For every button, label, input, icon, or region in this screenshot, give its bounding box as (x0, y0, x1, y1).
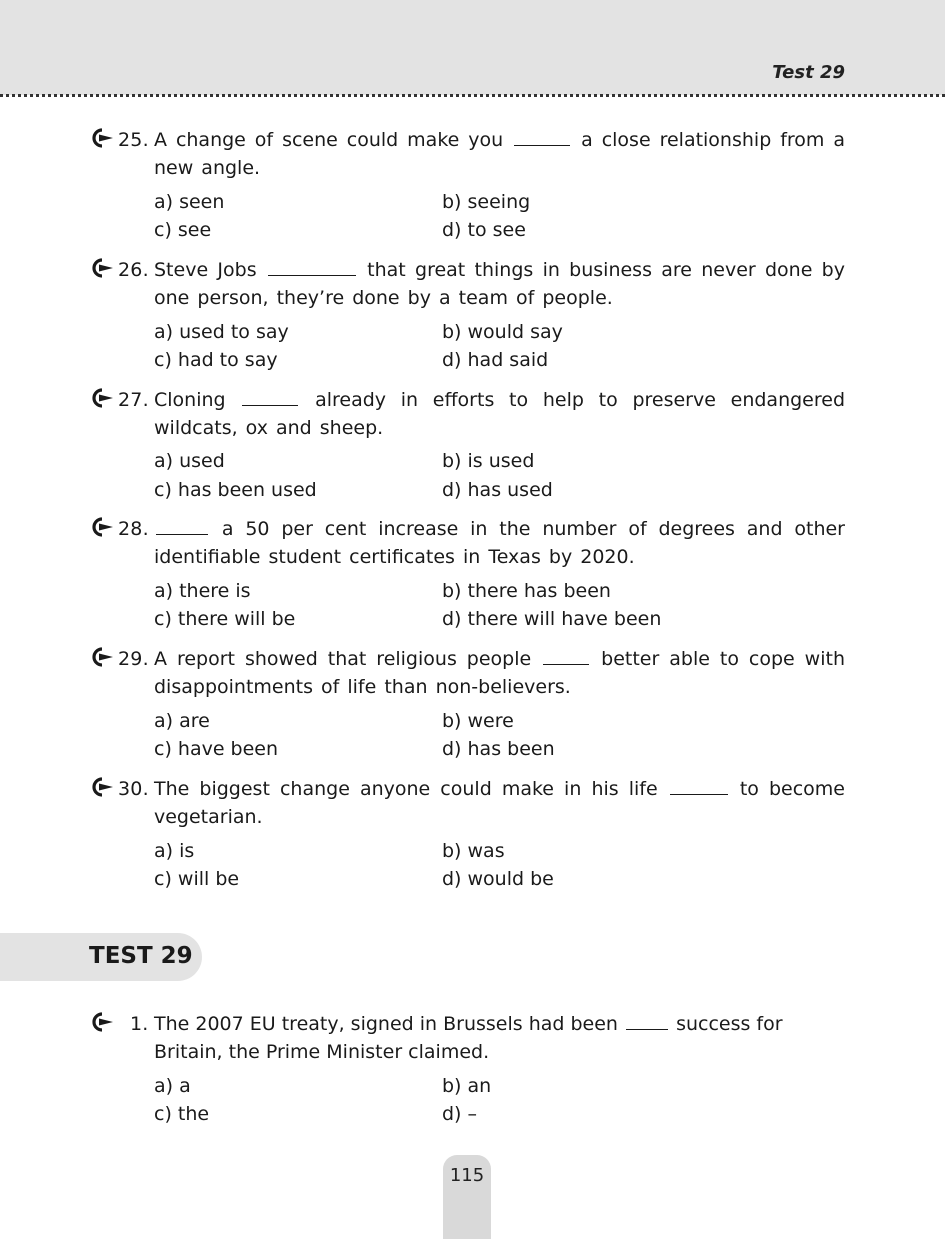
question-stem (154, 515, 845, 571)
option-b[interactable]: b) there has been (442, 580, 611, 602)
arrow-bullet-icon (90, 258, 114, 278)
option-c[interactable]: c) have been (154, 738, 279, 760)
stem-after: better able to cope with disappointments of life than non-believers. (154, 648, 845, 698)
answer-blank (156, 516, 208, 535)
question-number: 26. (118, 259, 149, 281)
question-number: 29. (118, 648, 149, 670)
arrow-bullet-icon (90, 1012, 114, 1032)
option-d[interactable]: d) – (442, 1103, 478, 1125)
option-c[interactable]: c) has been used (154, 479, 317, 501)
header-band (0, 0, 945, 95)
stem-before: The biggest change anyone could make in his life (154, 778, 658, 800)
question-stem (154, 775, 845, 831)
arrow-bullet-icon (90, 388, 114, 408)
option-a[interactable]: a) are (154, 710, 210, 732)
option-a[interactable]: a) seen (154, 191, 225, 213)
question-number: 28. (118, 518, 149, 540)
option-b[interactable]: b) were (442, 710, 514, 732)
question-stem (154, 645, 845, 701)
answer-blank (626, 1011, 668, 1030)
option-c[interactable]: c) see (154, 219, 212, 241)
stem-after: success for Britain, the Prime Minister claimed. (154, 1013, 783, 1063)
stem-before: A change of scene could make you (154, 129, 504, 151)
stem-before: The 2007 EU treaty, signed in Brussels had been (154, 1013, 618, 1035)
answer-blank (543, 646, 589, 665)
option-c[interactable]: c) there will be (154, 608, 296, 630)
option-a[interactable]: a) a (154, 1075, 191, 1097)
option-b[interactable]: b) an (442, 1075, 492, 1097)
question-number: 30. (118, 778, 149, 800)
stem-after: a close relationship from a new angle. (154, 129, 846, 179)
arrow-bullet-icon (90, 517, 114, 537)
question-stem (154, 1010, 845, 1066)
option-d[interactable]: d) there will have been (442, 608, 662, 630)
answer-blank (242, 387, 298, 406)
option-d[interactable]: d) would be (442, 868, 554, 890)
option-d[interactable]: d) to see (442, 219, 526, 241)
option-b[interactable]: b) is used (442, 450, 535, 472)
stem-after: already in efforts to help to preserve endangered wildcats, ox and sheep. (154, 389, 846, 439)
stem-after: a 50 per cent increase in the number of degrees and other identifiable student certificates in Texas by 2020. (154, 518, 845, 568)
question-number: 1. (130, 1013, 149, 1035)
question-stem (154, 386, 845, 442)
stem-after: that great things in business are never done by one person, they’re done by a team of people. (154, 259, 845, 309)
answer-blank (670, 776, 728, 795)
arrow-bullet-icon (90, 128, 114, 148)
option-d[interactable]: d) had said (442, 349, 549, 371)
header-title: Test 29 (772, 62, 845, 83)
question-number: 25. (118, 129, 149, 151)
option-d[interactable]: d) has used (442, 479, 553, 501)
test-section-tab (0, 933, 202, 981)
page-number-tab (443, 1155, 491, 1239)
stem-before: A report showed that religious people (154, 648, 532, 670)
option-a[interactable]: a) used (154, 450, 225, 472)
stem-before: Cloning (154, 389, 226, 411)
option-a[interactable]: a) is (154, 840, 195, 862)
question-stem (154, 126, 845, 182)
header-dotted-rule (0, 94, 945, 97)
stem-before: Steve Jobs (154, 259, 257, 281)
question-number: 27. (118, 389, 149, 411)
option-c[interactable]: c) the (154, 1103, 210, 1125)
test-section-label: TEST 29 (89, 943, 193, 969)
option-a[interactable]: a) used to say (154, 321, 289, 343)
answer-blank (268, 257, 356, 276)
option-b[interactable]: b) was (442, 840, 505, 862)
question-stem (154, 256, 845, 312)
option-a[interactable]: a) there is (154, 580, 251, 602)
option-b[interactable]: b) would say (442, 321, 563, 343)
option-c[interactable]: c) had to say (154, 349, 278, 371)
page-number: 115 (449, 1165, 485, 1186)
option-c[interactable]: c) will be (154, 868, 240, 890)
arrow-bullet-icon (90, 647, 114, 667)
option-d[interactable]: d) has been (442, 738, 555, 760)
arrow-bullet-icon (90, 777, 114, 797)
option-b[interactable]: b) seeing (442, 191, 531, 213)
answer-blank (514, 127, 570, 146)
stem-after: to become vegetarian. (154, 778, 845, 828)
